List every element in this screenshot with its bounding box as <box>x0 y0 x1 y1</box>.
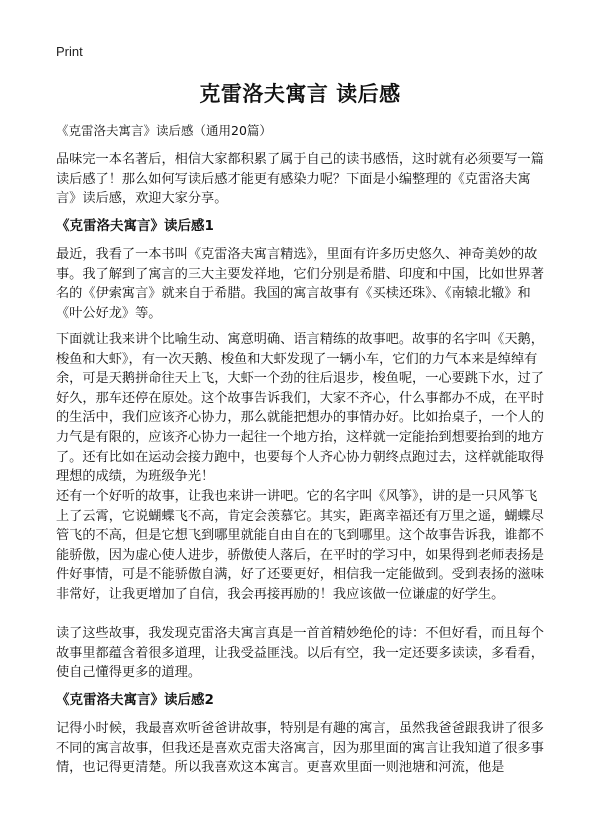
section-1-paragraph-4: 读了这些故事，我发现克雷洛夫寓言真是一首首精妙绝伦的诗：不但好看，而且每个故事里都蕴含着很多道理，让我受益匪浅。以后有空，我一定还要多读读，多看看，使自己懂得更多的道理。 <box>56 626 544 681</box>
section-1-paragraph-2: 下面就让我来讲个比喻生动、寓意明确、语言精练的故事吧。故事的名字叫《天鹅，梭鱼和大虾》，有一次天鹅、梭鱼和大虾发现了一辆小车，它们的力气本来是绰绰有余，可是天鹅拼命往天上飞，大虾一个劲的往后退步，梭鱼呢，一心要跳下水，过了好久，那车还停在原处。这个故事告诉我们，大家不齐心，什么事都办不成，在平时的生活中，我们应该齐心协力，那么就能把想办的事情办好。比如抬桌子，一个人的力气是有限的，应该齐心协力一起往一个地方抬，这样就一定能抬到想要抬到的地方了。还有比如在运动会接力跑中，也要每个人齐心协力朝终点跑过去，这样就能取得理想的成绩，为班级争光！ <box>56 332 544 485</box>
print-link[interactable]: Print <box>56 44 83 59</box>
section-1-paragraph-3: 还有一个好听的故事，让我也来讲一讲吧。它的名字叫《风筝》，讲的是一只风筝飞上了云霄，它说蝴蝶飞不高，肯定会羡慕它。其实，距离幸福还有万里之遥，蝴蝶尽管飞的不高，但是它想飞到哪里就能自由自在的飞到哪里。这个故事告诉我，谁都不能骄傲，因为虚心使人进步，骄傲使人落后，在平时的学习中，如果得到老师表扬是件好事情，可是不能骄傲自满，好了还要更好，相信我一定能做到。受到表扬的滋味非常好，让我更增加了自信，我会再接再励的！我应该做一位谦虚的好学生。 <box>56 489 544 602</box>
intro-paragraph: 品味完一本名著后，相信大家都积累了属于自己的读书感悟，这时就有必须要写一篇读后感了！那么如何写读后感才能更有感染力呢？下面是小编整理的《克雷洛夫寓言》读后感，欢迎大家分享。 <box>56 152 544 207</box>
section-2-heading: 《克雷洛夫寓言》读后感2 <box>56 692 214 708</box>
section-2-paragraph-1: 记得小时候，我最喜欢听爸爸讲故事，特别是有趣的寓言，虽然我爸爸跟我讲了很多不同的寓言故事，但我还是喜欢克雷夫洛寓言，因为那里面的寓言让我知道了很多事情，也记得更清楚。所以我喜欢这本寓言。更喜欢里面一则池塘和河流，他是 <box>56 721 544 776</box>
document-subtitle: 《克雷洛夫寓言》读后感（通用20篇） <box>56 123 272 138</box>
page-title: 克雷洛夫寓言 读后感 <box>199 82 401 106</box>
section-1-paragraph-1: 最近，我看了一本书叫《克雷洛夫寓言精选》，里面有许多历史悠久、神奇美妙的故事。我了解到了寓言的三大主要发祥地，它们分别是希腊、印度和中国，比如世界著名的《伊索寓言》就来自于希腊。我国的寓言故事有《买椟还珠》、《南辕北辙》和《叶公好龙》等。 <box>56 247 544 321</box>
section-1-heading: 《克雷洛夫寓言》读后感1 <box>56 218 214 234</box>
